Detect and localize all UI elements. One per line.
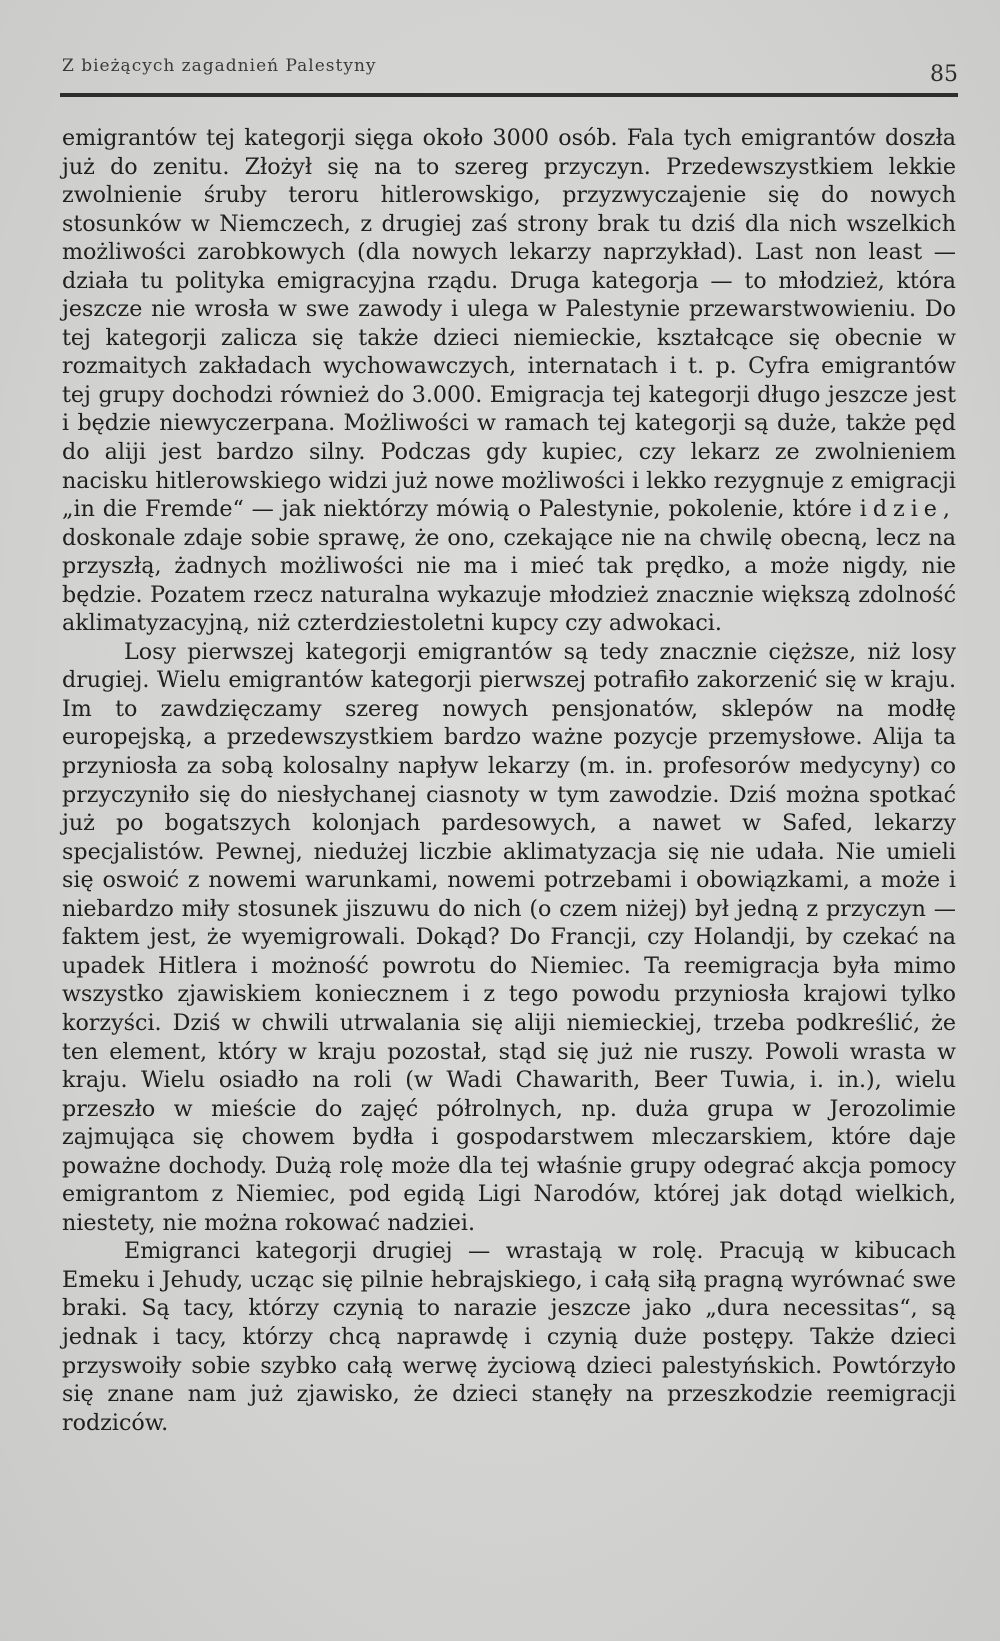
paragraph-2: Losy pierwszej kategorji emigrantów są tedy znacznie cięższe, niż losy drugiej. Wielu emigrantów kategorji pierwszej potrafiło zakorzenić się w kraju. Im to zawdzięczamy szereg nowych pensjonatów, sklepów na modłę europejską, a przedewszystkiem bardzo ważne pozycje przemysłowe. Alija ta przyniosła za sobą kolosalny napływ lekarzy (m. in. profesorów medycyny) co przyczyniło się do niesłychanej ciasnoty w tym zawodzie. Dziś można spotkać już po bogatszych kolonjach pardesowych, a nawet w Safed, lekarzy specjalistów. Pewnej, niedużej liczbie aklimatyzacja się nie udała. Nie umieli się oswoić z nowemi warunkami, nowemi potrzebami i obowiązkami, a może i niebardzo miły stosunek jiszuwu do nich (o czem niżej) był jedną z przyczyn — faktem jest, że wyemigrowali. Dokąd? Do Francji, czy Holandji, by czekać na upadek Hitlera i możność powrotu do Niemiec. Ta reemigracja była mimo wszystko zjawiskiem koniecznem i z tego powodu przyniosła krajowi tylko korzyści. Dziś w chwili utrwalania się aliji niemieckiej, trzeba podkreślić, że ten element, który w kraju pozostał, stąd się już nie ruszy. Powoli wrasta w kraju. Wielu osiadło na roli (w Wadi Chawarith, Beer Tuwia, i. in.), wielu przeszło w mieście do zajęć półrolnych, np. duża grupa w Jerozolimie zajmująca się chowem bydła i gospodarstwem mleczarskiem, które daje poważne dochody. Dużą rolę może dla tej właśnie grupy odegrać akcja pomocy emigrantom z Niemiec, pod egidą Ligi Narodów, której jak dotąd wielkich, niestety, nie można rokować nadziei.	[62, 638, 956, 1236]
header-rule	[60, 93, 958, 97]
paragraph-1	[62, 124, 956, 638]
paragraph-1-part-a: emigrantów tej kategorji sięga około 3000 osób. Fala tych emigrantów doszła już do zenitu. Złożył się na to szereg przyczyn. Przedewszystkiem lekkie zwolnienie śruby teroru hitlerowskigo, przyzwyczajenie się do nowych stosunków w Niemczech, z drugiej zaś strony brak tu dziś dla nich wszelkich możliwości zarobkowych (dla nowych lekarzy naprzykład). Last non least — działa tu polityka emigracyjna rządu. Druga kategorja — to młodzież, która jeszcze nie wrosła w swe zawody i ulega w Palestynie przewarstwowieniu. Do tej kategorji zalicza się także dzieci niemieckie, kształcące się obecnie w rozmaitych zakładach wychowawczych, internatach i t. p. Cyfra emigrantów tej grupy dochodzi również do 3.000. Emigracja tej kategorji długo jeszcze jest i będzie niewyczerpana. Możliwości w ramach tej kategorji są duże, także pęd do aliji jest bardzo silny. Podczas gdy kupiec, czy lekarz ze zwolnieniem nacisku hitlerowskiego widzi już nowe możliwości i lekko rezygnuje z emigracji „in die Fremde“ — jak niektórzy mówią o Palestynie, pokolenie, które	[62, 125, 956, 523]
paragraph-1-part-b: doskonale zdaje sobie sprawę, że ono, czekające nie na chwilę obecną, lecz na przyszłą, żadnych możliwości nie ma i mieć tak prędko, a może nigdy, nie będzie. Pozatem rzecz naturalna wykazuje młodzież znacznie większą zdolność aklimatyzacyjną, niż czterdziestoletni kupcy czy adwokaci.	[62, 524, 956, 637]
running-title: Z bieżących zagadnień Palestyny	[62, 56, 377, 76]
body-text	[62, 124, 956, 1437]
spaced-word: idzie,	[859, 496, 956, 523]
paragraph-3: Emigranci kategorji drugiej — wrastają w rolę. Pracują w kibucach Emeku i Jehudy, ucząc się pilnie hebrajskiego, i całą siłą pragną wyrównać swe braki. Są tacy, którzy czynią to narazie jeszcze jako „dura necessitas“, są jednak i tacy, którzy chcą naprawdę i czynią duże postępy. Także dzieci przyswoiły sobie szybko całą werwę życiową dzieci palestyńskich. Powtórzyło się znane nam już zjawisko, że dzieci stanęły na przeszkodzie reemigracji rodziców.	[62, 1238, 956, 1436]
page-header	[62, 52, 958, 92]
page-number: 85	[930, 62, 958, 87]
